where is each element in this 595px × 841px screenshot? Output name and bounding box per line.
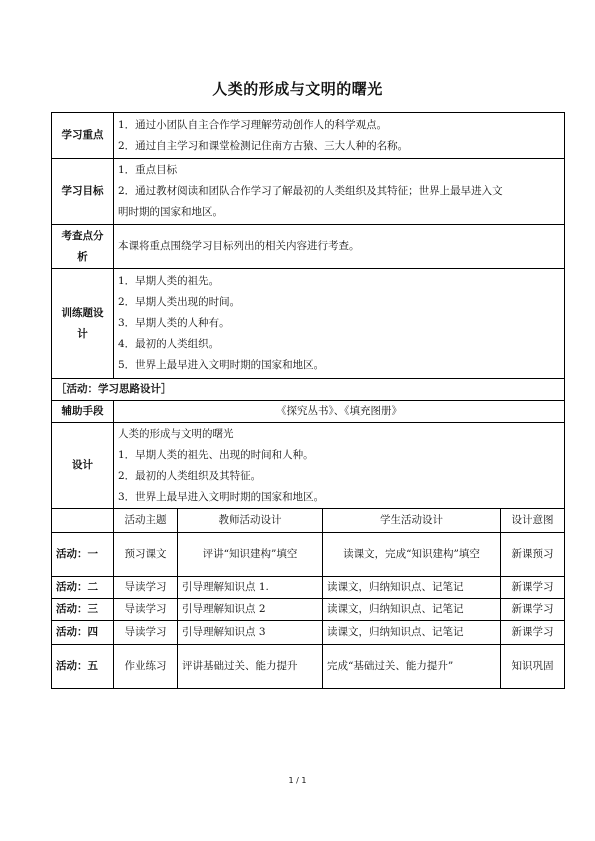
activity-theme: 预习课文 <box>114 533 178 577</box>
table-row <box>52 599 565 621</box>
training-item: 5．世界上最早进入文明时期的国家和地区。 <box>118 359 325 371</box>
activity-header-blank <box>52 509 114 533</box>
activity-theme: 导读学习 <box>114 621 178 645</box>
row-activity-header <box>52 379 565 401</box>
goals-item: 明时期的国家和地区。 <box>118 206 223 218</box>
training-item: 1．早期人类的祖先。 <box>118 275 220 287</box>
goals-item: 2．通过教材阅读和团队合作学习了解最初的人类组织及其特征；世界上最早进入文 <box>118 185 503 197</box>
row-exam <box>52 225 565 269</box>
activity-intent: 知识巩固 <box>501 645 565 689</box>
label-focus: 学习重点 <box>52 113 114 159</box>
activity-teacher: 评讲“知识建构”填空 <box>178 533 323 577</box>
training-content <box>114 269 565 379</box>
activity-teacher: 引导理解知识点 1. <box>178 577 323 599</box>
activity-label: 活动：二 <box>52 577 114 599</box>
training-item: 2．早期人类出现的时间。 <box>118 296 241 308</box>
table-row <box>52 533 565 577</box>
design-item: 人类的形成与文明的曙光 <box>118 427 234 440</box>
label-training-line: 训练题设 <box>61 306 104 319</box>
activity-theme: 导读学习 <box>114 599 178 621</box>
page-title: 人类的形成与文明的曙光 <box>212 80 383 98</box>
activity-teacher: 引导理解知识点 2 <box>178 599 323 621</box>
activity-label: 活动：四 <box>52 621 114 645</box>
activity-student: 读课文，归纳知识点、记笔记 <box>323 577 501 599</box>
row-goals <box>52 159 565 225</box>
training-item: 4．最初的人类组织。 <box>118 338 220 350</box>
activity-student: 完成“基础过关、能力提升” <box>323 645 501 689</box>
activity-student: 读课文，完成“知识建构”填空 <box>323 533 501 577</box>
label-aids: 辅助手段 <box>52 401 114 423</box>
label-goals: 学习目标 <box>52 159 114 225</box>
activity-intent: 新课预习 <box>501 533 565 577</box>
exam-content: 本课将重点围绕学习目标列出的相关内容进行考查。 <box>114 225 565 269</box>
activity-label: 活动：一 <box>52 533 114 577</box>
activity-teacher: 评讲基础过关、能力提升 <box>178 645 323 689</box>
training-item: 3．早期人类的人种有。 <box>118 317 230 329</box>
table-row <box>52 621 565 645</box>
table-row <box>52 645 565 689</box>
row-focus <box>52 113 565 159</box>
design-item: 1．早期人类的祖先、出现的时间和人种。 <box>118 448 314 461</box>
label-design: 设计 <box>52 423 114 509</box>
activity-student: 读课文，归纳知识点、记笔记 <box>323 599 501 621</box>
activity-theme: 作业练习 <box>114 645 178 689</box>
label-exam <box>52 225 114 269</box>
aids-content: 《探究丛书》、《填充图册》 <box>114 401 565 423</box>
row-design <box>52 423 565 509</box>
header-student: 学生活动设计 <box>323 509 501 533</box>
row-training <box>52 269 565 379</box>
activity-teacher: 引导理解知识点 3 <box>178 621 323 645</box>
focus-content <box>114 113 565 159</box>
row-aids <box>52 401 565 423</box>
activity-table-header <box>52 509 565 533</box>
activity-intent: 新课学习 <box>501 621 565 645</box>
activity-intent: 新课学习 <box>501 577 565 599</box>
activity-intent: 新课学习 <box>501 599 565 621</box>
activity-student: 读课文，归纳知识点、记笔记 <box>323 621 501 645</box>
label-training <box>52 269 114 379</box>
header-intent: 设计意图 <box>501 509 565 533</box>
label-exam-line: 析 <box>77 250 88 263</box>
page-number: 1 / 1 <box>288 776 307 785</box>
activity-label: 活动：五 <box>52 645 114 689</box>
activity-theme: 导读学习 <box>114 577 178 599</box>
activity-header: ［活动：学习思路设计］ <box>52 379 565 401</box>
focus-item: 1．通过小团队自主合作学习理解劳动创作人的科学观点。 <box>118 118 388 131</box>
goals-content <box>114 159 565 225</box>
design-item: 3．世界上最早进入文明时期的国家和地区。 <box>118 490 325 503</box>
table-row <box>52 577 565 599</box>
label-training-line: 计 <box>77 327 88 340</box>
header-teacher: 教师活动设计 <box>178 509 323 533</box>
goals-item: 1．重点目标 <box>118 164 178 176</box>
focus-item: 2．通过自主学习和课堂检测记住南方古猿、三大人种的名称。 <box>118 139 409 152</box>
header-theme: 活动主题 <box>114 509 178 533</box>
label-exam-line: 考查点分 <box>61 229 104 242</box>
design-item: 2．最初的人类组织及其特征。 <box>118 469 262 482</box>
design-content <box>114 423 565 509</box>
lesson-plan-table <box>51 112 565 689</box>
activity-label: 活动：三 <box>52 599 114 621</box>
